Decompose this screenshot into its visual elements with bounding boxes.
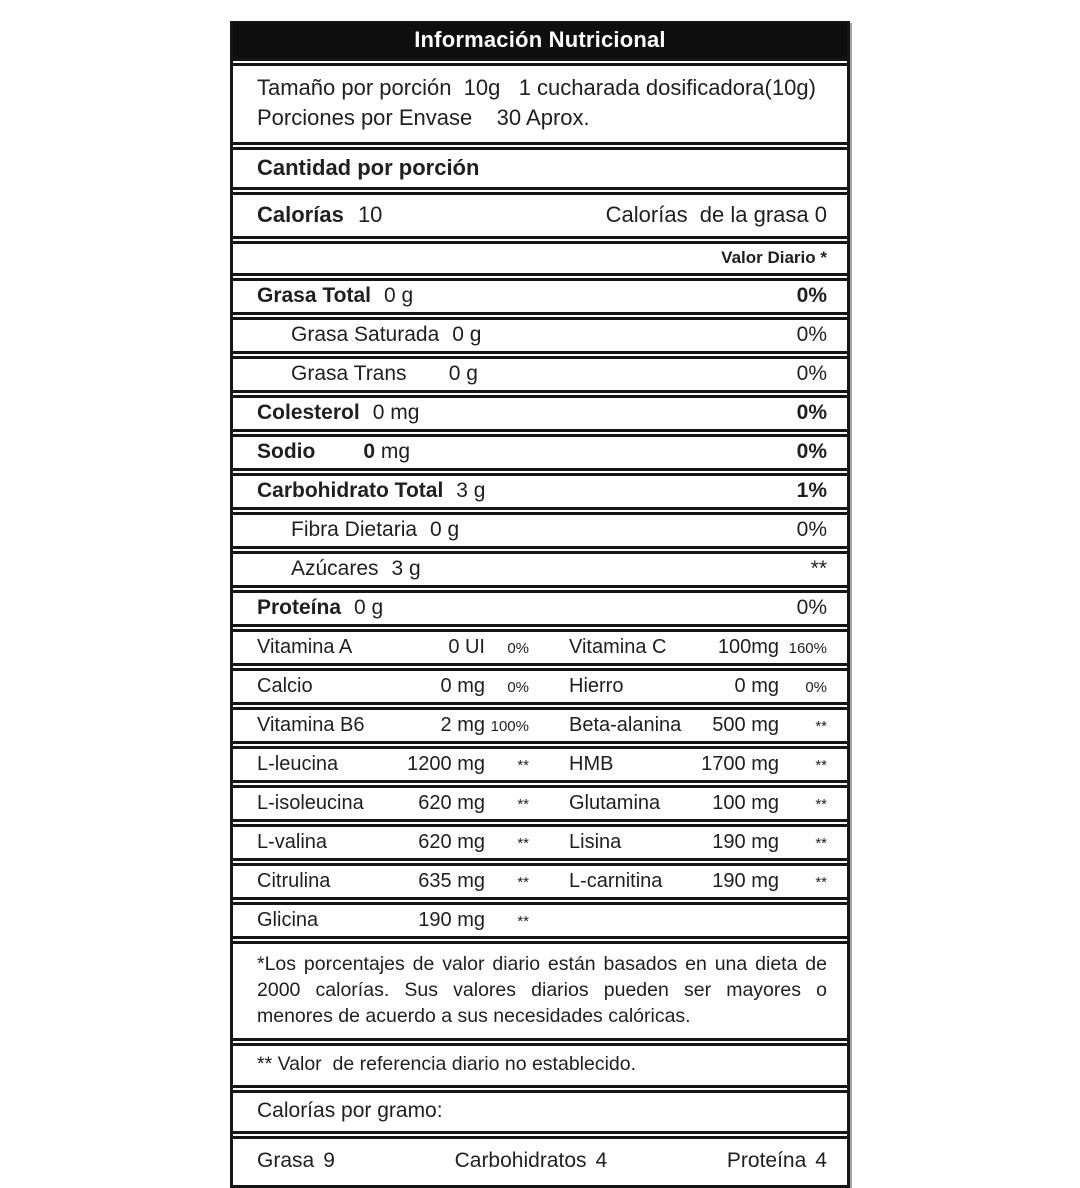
- divider: [233, 390, 847, 398]
- nutrient-row-proteina: [233, 593, 847, 624]
- divider: [233, 780, 847, 788]
- nutrition-label: [230, 21, 850, 1188]
- nutrient-name: Colesterol: [257, 401, 360, 424]
- divider: [233, 624, 847, 632]
- cpg-value: 4: [595, 1149, 608, 1172]
- micro-amount: 0 mg: [440, 675, 485, 697]
- calories-row: [233, 195, 847, 236]
- micro-row-leucina-hmb: [233, 749, 847, 780]
- micro-amount: 500 mg: [712, 714, 779, 736]
- micro-dv: 0%: [507, 679, 529, 696]
- divider: [233, 663, 847, 671]
- daily-value-footnote: *Los porcentajes de valor diario están basados en una dieta de 2000 calorías. Sus valores diarios pueden ser mayores o menores de acuerdo a sus necesidades calóricas.: [257, 953, 827, 1027]
- micro-name: L-valina: [257, 831, 328, 853]
- micro-dv: **: [517, 757, 529, 774]
- micro-dv: 0%: [805, 679, 827, 696]
- nutrient-amount: 0 mg: [372, 401, 420, 424]
- nutrient-row-fibra-dietaria: [233, 515, 847, 546]
- divider: [233, 429, 847, 437]
- cpg-name: Carbohidratos: [454, 1149, 587, 1172]
- micro-name: L-isoleucina: [257, 792, 364, 814]
- micro-amount: 1700 mg: [701, 753, 779, 775]
- divider: [233, 1038, 847, 1046]
- micro-name: Vitamina C: [569, 636, 667, 658]
- nutrient-dv: 0%: [796, 362, 827, 385]
- nutrient-dv: 0%: [796, 323, 827, 346]
- nutrient-row-grasa-trans: [233, 359, 847, 390]
- nutrient-dv: 0%: [796, 440, 827, 463]
- micro-row-vitamina-a-c: [233, 632, 847, 663]
- micro-amount: 0 UI: [448, 636, 485, 658]
- micro-amount: 190 mg: [418, 909, 485, 931]
- calories-per-gram-row: [233, 1139, 847, 1185]
- nutrient-name: Azúcares: [291, 557, 379, 580]
- micro-name: Hierro: [569, 675, 624, 697]
- nutrient-dv: 0%: [796, 401, 827, 424]
- micro-amount: 635 mg: [418, 870, 485, 892]
- cpg-value: 9: [323, 1149, 335, 1172]
- nutrient-row-carbohidrato-total: [233, 476, 847, 507]
- nutrient-amount-number: 0: [328, 440, 376, 463]
- calories-label: Calorías: [257, 202, 344, 227]
- nutrient-amount: 0 g: [383, 284, 414, 307]
- micro-dv: **: [517, 835, 529, 852]
- micro-amount: 100mg: [717, 636, 779, 658]
- nutrient-row-grasa-total: [233, 281, 847, 312]
- micro-amount: 100 mg: [712, 792, 779, 814]
- nutrient-amount: 0 g: [430, 518, 460, 541]
- micro-amount: 620 mg: [418, 792, 485, 814]
- micro-row-glicina: [233, 905, 847, 936]
- micro-name: Citrulina: [257, 870, 331, 892]
- reference-value-footnote: ** Valor de referencia diario no establecido.: [257, 1053, 637, 1075]
- micro-dv: 160%: [788, 640, 827, 657]
- divider: [233, 236, 847, 244]
- micro-name: L-carnitina: [569, 870, 663, 892]
- divider: [233, 468, 847, 476]
- nutrient-amount: 3 g: [391, 557, 421, 580]
- micro-dv: **: [815, 718, 827, 735]
- nutrient-amount: 3 g: [456, 479, 486, 502]
- nutrient-name: Sodio: [257, 440, 316, 463]
- micro-row-isoleucina-glutamina: [233, 788, 847, 819]
- divider: [233, 187, 847, 195]
- nutrient-row-grasa-saturada: [233, 320, 847, 351]
- micro-amount: 1200 mg: [407, 753, 485, 775]
- micro-name: Beta-alanina: [569, 714, 682, 736]
- divider: [233, 273, 847, 281]
- divider: [233, 142, 847, 150]
- servings-per-container-line: Porciones por Envase 30 Aprox.: [257, 105, 590, 130]
- divider: [233, 1085, 847, 1093]
- calories-left: [257, 202, 382, 228]
- nutrient-dv: **: [810, 557, 827, 580]
- serving-size-line: Tamaño por porción 10g 1 cucharada dosificadora(10g): [257, 75, 816, 100]
- micro-row-citrulina-carnitina: [233, 866, 847, 897]
- micro-dv: **: [517, 913, 529, 930]
- divider: [233, 858, 847, 866]
- daily-value-heading: Valor Diario *: [721, 248, 827, 267]
- micro-dv: **: [815, 835, 827, 852]
- divider: [233, 1131, 847, 1139]
- micro-dv: **: [815, 757, 827, 774]
- divider: [233, 507, 847, 515]
- nutrient-row-sodio: [233, 437, 847, 468]
- nutrient-name: Grasa Saturada: [291, 323, 440, 346]
- micro-name: Glicina: [257, 909, 319, 931]
- nutrient-dv: 1%: [796, 479, 827, 502]
- micro-name: HMB: [569, 753, 614, 775]
- divider: [233, 897, 847, 905]
- micro-amount: 190 mg: [712, 870, 779, 892]
- divider: [233, 936, 847, 944]
- divider: [233, 585, 847, 593]
- label-title: Información Nutricional: [233, 24, 847, 58]
- cpg-grasa: [257, 1149, 335, 1173]
- nutrient-row-azucares: [233, 554, 847, 585]
- micro-dv: **: [517, 796, 529, 813]
- cpg-proteina: [727, 1149, 827, 1173]
- cpg-value: 4: [815, 1149, 827, 1172]
- divider: [233, 546, 847, 554]
- micro-dv: 100%: [490, 718, 529, 735]
- nutrient-amount: 0 g: [354, 596, 384, 619]
- micro-name: L-leucina: [257, 753, 339, 775]
- calories-from-fat: Calorías de la grasa 0: [605, 202, 827, 227]
- micro-dv: **: [517, 874, 529, 891]
- micro-row-b6-beta-alanina: [233, 710, 847, 741]
- divider: [233, 702, 847, 710]
- nutrient-amount-unit: mg: [375, 440, 411, 463]
- calories-per-gram-heading: Calorías por gramo:: [257, 1099, 443, 1122]
- micro-amount: 0 mg: [734, 675, 779, 697]
- nutrient-name: Proteína: [257, 596, 342, 619]
- micro-name: Vitamina B6: [257, 714, 365, 736]
- nutrient-dv: 0%: [796, 518, 827, 541]
- divider: [233, 741, 847, 749]
- micro-amount: 620 mg: [418, 831, 485, 853]
- nutrient-amount: 0 g: [452, 323, 482, 346]
- micro-name: Calcio: [257, 675, 313, 697]
- nutrient-name: Carbohidrato Total: [257, 479, 444, 502]
- cpg-carbohidratos: [455, 1149, 608, 1173]
- micro-name: Lisina: [569, 831, 622, 853]
- micro-amount: 2 mg: [440, 714, 485, 736]
- micro-name: Vitamina A: [257, 636, 353, 658]
- nutrient-name: Grasa Trans: [291, 362, 407, 385]
- cpg-name: Grasa: [257, 1149, 315, 1172]
- nutrient-name: Grasa Total: [257, 284, 371, 307]
- micro-dv: **: [815, 874, 827, 891]
- micro-amount: 190 mg: [712, 831, 779, 853]
- micro-dv: **: [815, 796, 827, 813]
- nutrient-dv: 0%: [796, 596, 827, 619]
- divider: [233, 819, 847, 827]
- divider: [233, 312, 847, 320]
- micro-row-calcio-hierro: [233, 671, 847, 702]
- nutrient-row-colesterol: [233, 398, 847, 429]
- micro-dv: 0%: [507, 640, 529, 657]
- nutrient-amount: 0 g: [419, 362, 478, 385]
- divider: [233, 351, 847, 359]
- micro-row-valina-lisina: [233, 827, 847, 858]
- nutrient-amount: [328, 440, 410, 464]
- nutrient-dv: 0%: [796, 284, 827, 307]
- nutrient-name: Fibra Dietaria: [291, 518, 418, 541]
- divider: [233, 58, 847, 66]
- micro-name: Glutamina: [569, 792, 661, 814]
- cpg-name: Proteína: [726, 1149, 807, 1172]
- calories-value: 10: [351, 202, 383, 227]
- amount-per-serving-heading: Cantidad por porción: [257, 155, 480, 180]
- serving-info: [233, 66, 847, 142]
